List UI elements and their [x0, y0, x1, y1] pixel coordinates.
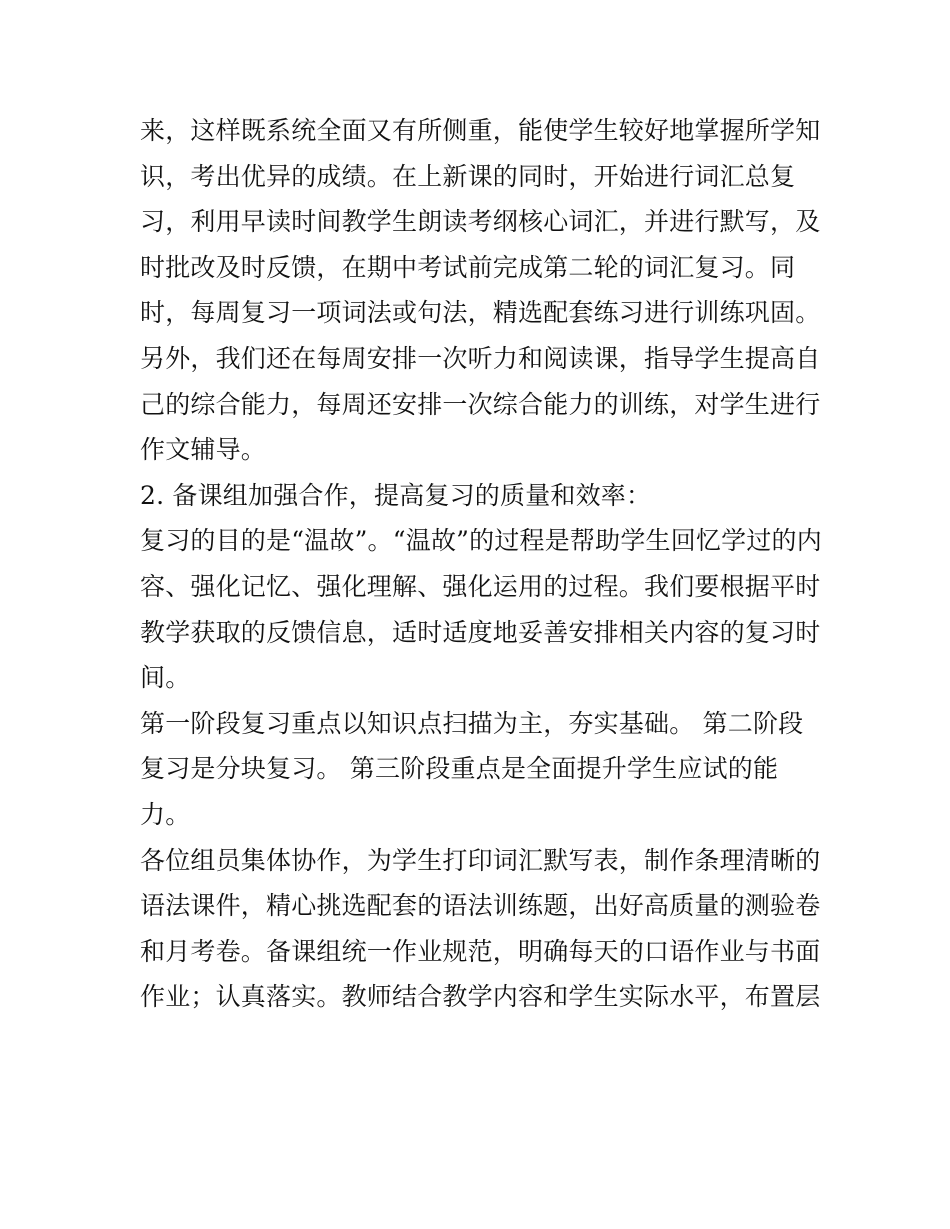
text-line: 习，利用早读时间教学生朗读考纲核心词汇，并进行默写，及: [140, 207, 821, 237]
text-line: 来，这样既系统全面又有所侧重，能使学生较好地掌握所学知: [140, 116, 821, 145]
text-line: 作文辅导。: [140, 435, 267, 465]
text-line: 复习的目的是“温故”。“温故”的过程是帮助学生回忆学过的内: [140, 526, 822, 556]
text-line: 己的综合能力，每周还安排一次综合能力的训练，对学生进行: [140, 389, 821, 419]
section-heading: 2. 备课组加强合作，提高复习的质量和效率：: [140, 480, 652, 510]
text-line: 第一阶段复习重点以知识点扫描为主，夯实基础。 第二阶段: [140, 708, 804, 738]
text-line: 力。: [140, 799, 191, 829]
text-line: 时，每周复习一项词法或句法，精选配套练习进行训练巩固。: [140, 298, 821, 328]
text-line: 容、强化记忆、强化理解、强化运用的过程。我们要根据平时: [140, 571, 821, 601]
body-text: [140, 108, 820, 1020]
text-line: 和月考卷。备课组统一作业规范，明确每天的口语作业与书面: [140, 936, 821, 966]
text-line: 语法课件，精心挑选配套的语法训练题，出好高质量的测验卷: [140, 891, 821, 921]
text-line: 教学获取的反馈信息，适时适度地妥善安排相关内容的复习时: [140, 617, 821, 647]
text-line: 各位组员集体协作，为学生打印词汇默写表，制作条理清晰的: [140, 845, 821, 875]
text-line: 复习是分块复习。 第三阶段重点是全面提升学生应试的能: [140, 754, 779, 784]
text-line: 时批改及时反馈，在期中考试前完成第二轮的词汇复习。同: [140, 252, 796, 282]
text-line: 另外，我们还在每周安排一次听力和阅读课，指导学生提高自: [140, 343, 821, 373]
text-line: 识，考出优异的成绩。在上新课的同时，开始进行词汇总复: [140, 161, 796, 191]
text-line: 作业；认真落实。教师结合教学内容和学生实际水平，布置层: [140, 982, 821, 1012]
text-line: 间。: [140, 663, 191, 693]
